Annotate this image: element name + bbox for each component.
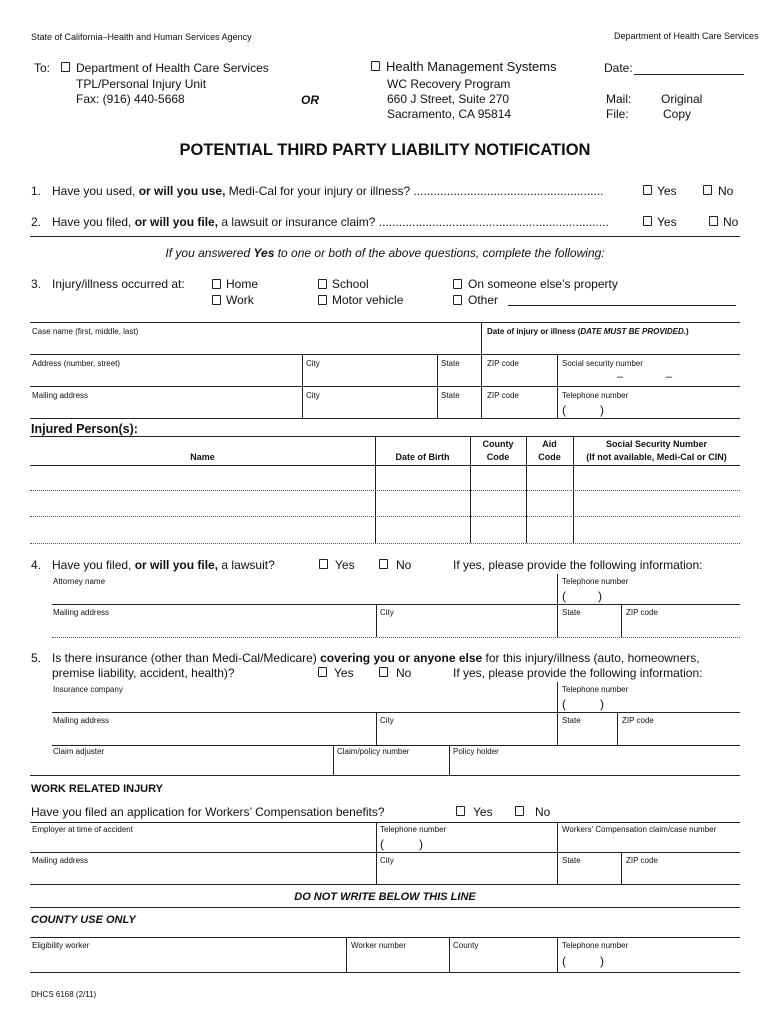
q2-no-checkbox[interactable] — [709, 216, 718, 226]
table-row — [30, 465, 740, 466]
city-label: City — [380, 608, 394, 617]
q3-motor-label: Motor vehicle — [332, 293, 404, 307]
q3-school-checkbox[interactable] — [318, 279, 327, 289]
paren-open: ( — [562, 589, 566, 603]
instruction-pre: If you answered — [165, 246, 254, 260]
wc-claim-label: Workers’ Compensation claim/case number — [562, 825, 717, 834]
q5-no-checkbox[interactable] — [379, 667, 388, 677]
injured-persons-heading: Injured Person(s): — [31, 422, 138, 436]
date-label: Date: — [604, 61, 633, 75]
claim-policy-label: Claim/policy number — [337, 747, 410, 756]
q2-number: 2. — [31, 215, 42, 229]
telephone-label: Telephone number — [562, 941, 629, 950]
department-name: Department of Health Care Services — [614, 31, 759, 41]
q1-yes-checkbox[interactable] — [643, 185, 652, 195]
city-label: City — [306, 359, 320, 368]
do-not-write-notice: DO NOT WRITE BELOW THIS LINE — [294, 891, 476, 903]
grid-line — [52, 637, 740, 638]
q1-no-checkbox[interactable] — [703, 185, 712, 195]
ssn-label: Social security number — [562, 359, 643, 368]
paren-close: ) — [600, 954, 604, 968]
telephone-label: Telephone number — [562, 685, 629, 694]
grid-line — [621, 604, 622, 637]
col-aid-header: Code — [538, 452, 561, 462]
city-label: City — [306, 391, 320, 400]
county-label: County — [453, 941, 479, 950]
mail-label: Mail: — [606, 92, 632, 106]
date-injury-pre: Date of injury or illness ( — [487, 327, 581, 336]
q1-text-post: Medi-Cal for your injury or illness? ......................................................... — [225, 184, 604, 198]
mailing-label: Mailing address — [53, 716, 110, 725]
grid-line — [30, 436, 740, 437]
grid-line — [557, 937, 558, 972]
q1-text-bold: or will you use, — [138, 184, 226, 198]
paren-open: ( — [562, 954, 566, 968]
mailing-label: Mailing address — [53, 608, 110, 617]
grid-line — [333, 745, 334, 775]
dhcs-name: Department of Health Care Services — [76, 61, 269, 75]
instruction-bold: Yes — [253, 246, 275, 260]
q4-no-label: No — [396, 558, 412, 572]
work-question: Have you filed an application for Workers’ Compensation benefits? — [31, 805, 385, 819]
mail-value: Original — [661, 92, 703, 106]
grid-line — [449, 745, 450, 775]
grid-line — [346, 937, 347, 972]
work-yes-label: Yes — [473, 805, 493, 819]
work-no-label: No — [535, 805, 551, 819]
grid-line — [617, 712, 618, 745]
q3-someone-label: On someone else’s property — [468, 277, 618, 291]
grid-line — [30, 972, 740, 973]
zip-label: ZIP code — [487, 359, 519, 368]
q3-someone-checkbox[interactable] — [453, 279, 462, 289]
grid-line — [30, 852, 740, 853]
state-label: State — [441, 391, 460, 400]
q4-yes-label: Yes — [335, 558, 355, 572]
paren-close: ) — [600, 403, 604, 417]
grid-line — [52, 712, 740, 713]
q3-home-checkbox[interactable] — [212, 279, 221, 289]
q3-other-checkbox[interactable] — [453, 295, 462, 305]
grid-line — [557, 822, 558, 884]
q3-home-label: Home — [226, 277, 259, 291]
q3-motor-checkbox[interactable] — [318, 295, 327, 305]
q5-line2: premise liability, accident, health)? — [52, 666, 235, 680]
date-field-line[interactable] — [634, 74, 744, 75]
form-id: DHCS 6168 (2/11) — [31, 990, 97, 999]
col-name-header: Name — [190, 452, 215, 462]
q4-text-bold: or will you file, — [134, 558, 219, 572]
grid-line — [376, 604, 377, 637]
q1-yes-label: Yes — [657, 184, 677, 198]
q5-text-post: for this injury/illness (auto, homeowners, — [482, 651, 700, 665]
hms-city: Sacramento, CA 95814 — [387, 107, 512, 121]
paren-open: ( — [380, 837, 384, 851]
grid-line — [557, 682, 558, 745]
col-ssn-header: Social Security Number — [605, 439, 708, 449]
col-county-header: Code — [486, 452, 510, 462]
q2-yes-label: Yes — [657, 215, 677, 229]
grid-line — [376, 822, 377, 884]
state-label: State — [441, 359, 460, 368]
q1-number: 1. — [31, 184, 42, 198]
q4-if-yes: If yes, please provide the following information: — [453, 558, 703, 572]
policy-holder-label: Policy holder — [453, 747, 499, 756]
grid-line — [30, 937, 740, 938]
grid-line — [376, 712, 377, 745]
paren-close: ) — [419, 837, 423, 851]
grid-line — [30, 822, 740, 823]
q2-text — [52, 215, 609, 229]
table-row[interactable] — [30, 516, 740, 517]
grid-line — [30, 775, 740, 776]
or-label: OR — [301, 93, 319, 107]
work-heading: WORK RELATED INJURY — [31, 783, 163, 795]
state-label: State — [562, 716, 581, 725]
q3-number: 3. — [31, 277, 42, 291]
telephone-label: Telephone number — [380, 825, 447, 834]
grid-line — [30, 354, 740, 355]
q4-no-checkbox[interactable] — [379, 559, 388, 569]
ssn-dash: – — [666, 371, 673, 383]
grid-line — [30, 386, 740, 387]
grid-line — [30, 418, 740, 419]
worker-number-label: Worker number — [351, 941, 406, 950]
file-value: Copy — [663, 107, 692, 121]
address-label: Address (number, street) — [32, 359, 121, 368]
file-label: File: — [606, 107, 629, 121]
eligibility-worker-label: Eligibility worker — [32, 941, 90, 950]
state-label: State — [562, 608, 581, 617]
q2-text-post: a lawsuit or insurance claim? ..................................................................... — [218, 215, 609, 229]
state-label: State — [562, 856, 581, 865]
q4-number: 4. — [31, 558, 42, 572]
form-title: POTENTIAL THIRD PARTY LIABILITY NOTIFICATION — [179, 141, 591, 159]
divider — [30, 236, 740, 237]
q5-text — [52, 651, 700, 665]
q4-text-post: a lawsuit? — [218, 558, 275, 572]
table-row[interactable] — [30, 490, 740, 491]
grid-line — [449, 937, 450, 972]
q5-yes-checkbox[interactable] — [318, 667, 327, 677]
q5-yes-label: Yes — [334, 666, 354, 680]
col-ssn-header: (If not available, Medi-Cal or CIN) — [586, 452, 727, 462]
table-row[interactable] — [30, 543, 740, 544]
paren-open: ( — [562, 403, 566, 417]
grid-line — [557, 574, 558, 637]
insurance-company-label: Insurance company — [53, 685, 123, 694]
telephone-label: Telephone number — [562, 577, 629, 586]
q5-if-yes: If yes, please provide the following information: — [453, 666, 703, 680]
q3-label: Injury/illness occurred at: — [52, 277, 185, 291]
ssn-dash: – — [617, 371, 624, 383]
case-name-label: Case name (first, middle, last) — [32, 327, 139, 336]
q3-work-label: Work — [226, 293, 254, 307]
instruction-text — [0, 246, 770, 260]
instruction-post: to one or both of the above questions, complete the following: — [274, 246, 605, 260]
q3-other-field[interactable] — [508, 305, 736, 306]
q2-no-label: No — [723, 215, 739, 229]
q5-number: 5. — [31, 651, 42, 665]
mailing-address-label: Mailing address — [32, 391, 89, 400]
q3-other-label: Other — [468, 293, 499, 307]
grid-line — [30, 322, 740, 323]
grid-line — [30, 884, 740, 885]
zip-label: ZIP code — [487, 391, 519, 400]
zip-label: ZIP code — [622, 716, 654, 725]
q5-text-bold: covering you or anyone else — [320, 651, 483, 665]
grid-line — [52, 745, 740, 746]
county-use-heading: COUNTY USE ONLY — [31, 914, 136, 926]
work-no-checkbox[interactable] — [515, 806, 524, 816]
zip-label: ZIP code — [626, 856, 658, 865]
telephone-label: Telephone number — [562, 391, 629, 400]
dhcs-fax: Fax: (916) 440-5668 — [76, 92, 185, 106]
q2-text-bold: or will you file, — [134, 215, 219, 229]
grid-line — [52, 604, 740, 605]
q4-text — [52, 558, 275, 572]
q1-text — [52, 184, 604, 198]
q1-no-label: No — [718, 184, 734, 198]
mailing-label: Mailing address — [32, 856, 89, 865]
col-county-header: County — [482, 439, 514, 449]
city-label: City — [380, 716, 394, 725]
hms-street: 660 J Street, Suite 270 — [387, 92, 510, 106]
q1-text-pre: Have you used, — [52, 184, 139, 198]
city-label: City — [380, 856, 394, 865]
q5-text-pre: Is there insurance (other than Medi-Cal/Medicare) — [52, 651, 321, 665]
grid-line — [481, 322, 482, 354]
q5-no-label: No — [396, 666, 412, 680]
col-dob-header: Date of Birth — [395, 452, 450, 462]
zip-label: ZIP code — [626, 608, 658, 617]
col-aid-header: Aid — [542, 439, 557, 449]
claim-adjuster-label: Claim adjuster — [53, 747, 105, 756]
q2-text-pre: Have you filed, — [52, 215, 135, 229]
hms-checkbox[interactable] — [371, 61, 380, 71]
q2-yes-checkbox[interactable] — [643, 216, 652, 226]
q4-yes-checkbox[interactable] — [319, 559, 328, 569]
q4-text-pre: Have you filed, — [52, 558, 135, 572]
q3-work-checkbox[interactable] — [212, 295, 221, 305]
dhcs-unit: TPL/Personal Injury Unit — [76, 77, 207, 91]
employer-label: Employer at time of accident — [32, 825, 133, 834]
q3-school-label: School — [332, 277, 369, 291]
attorney-label: Attorney name — [53, 577, 106, 586]
paren-close: ) — [598, 589, 602, 603]
date-injury-em: DATE MUST BE PROVIDED. — [580, 327, 686, 336]
paren-close: ) — [600, 697, 604, 711]
agency-name: State of California–Health and Human Services Agency — [31, 32, 252, 42]
grid-line — [621, 852, 622, 884]
to-label: To: — [34, 61, 51, 75]
hms-program: WC Recovery Program — [387, 77, 511, 91]
date-injury-label — [487, 327, 689, 336]
work-yes-checkbox[interactable] — [456, 806, 465, 816]
dhcs-checkbox[interactable] — [61, 62, 70, 72]
hms-name: Health Management Systems — [386, 59, 557, 74]
date-injury-post: ) — [686, 327, 689, 336]
grid-line — [30, 907, 740, 908]
paren-open: ( — [562, 697, 566, 711]
